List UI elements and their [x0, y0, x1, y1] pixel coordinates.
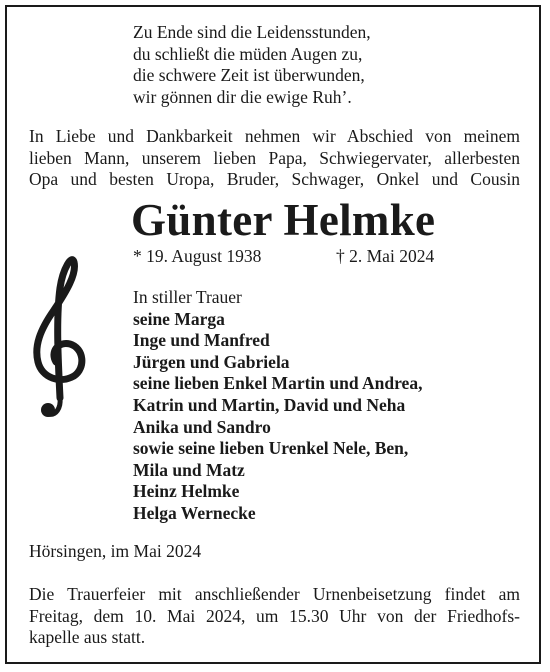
intro-line: lieben Mann, unserem lieben Papa, Schwiegervater, allerbesten: [29, 147, 520, 168]
treble-clef-icon: [30, 248, 88, 424]
mourner-line: Anika und Sandro: [133, 416, 271, 437]
mourner-line: Heinz Helmke: [133, 481, 240, 502]
death-date: † 2. Mai 2024: [336, 246, 435, 266]
poem-line: wir gönnen dir die ewige Ruh’.: [133, 86, 352, 107]
mourner-line: Mila und Matz: [133, 459, 245, 480]
funeral-info: [29, 584, 520, 649]
mourner-line: Katrin und Martin, David und Neha: [133, 394, 406, 415]
mourner-line: Helga Wernecke: [133, 502, 256, 523]
mourners-heading: In stiller Trauer: [133, 287, 242, 307]
funeral-line: Freitag, dem 10. Mai 2024, um 15.30 Uhr von der Friedhofs-: [29, 605, 520, 626]
mourner-line: seine lieben Enkel Martin und Andrea,: [133, 373, 423, 394]
deceased-name: Günter Helmke: [131, 195, 436, 245]
poem-line: Zu Ende sind die Leidensstunden,: [133, 22, 371, 42]
mourner-line: seine Marga: [133, 308, 225, 329]
place-date: Hörsingen, im Mai 2024: [29, 541, 202, 561]
poem: [133, 22, 371, 108]
intro-text: [29, 126, 520, 191]
intro-line: In Liebe und Dankbarkeit nehmen wir Abschied von meinem: [29, 126, 520, 146]
mourner-line: Inge und Manfred: [133, 330, 270, 351]
mourner-line: Jürgen und Gabriela: [133, 351, 290, 372]
poem-line: du schließt die müden Augen zu,: [133, 43, 363, 64]
funeral-line: Die Trauerfeier mit anschließender Urnenbeisetzung findet am: [29, 584, 520, 604]
funeral-line: kapelle aus statt.: [29, 627, 146, 647]
intro-line: Opa und besten Uropa, Bruder, Schwager, Onkel und Cousin: [29, 169, 520, 189]
mourners-block: [133, 287, 422, 525]
mourner-line: sowie seine lieben Urenkel Nele, Ben,: [133, 438, 409, 459]
birth-date: * 19. August 1938: [133, 246, 262, 266]
poem-line: die schwere Zeit ist überwunden,: [133, 65, 365, 85]
